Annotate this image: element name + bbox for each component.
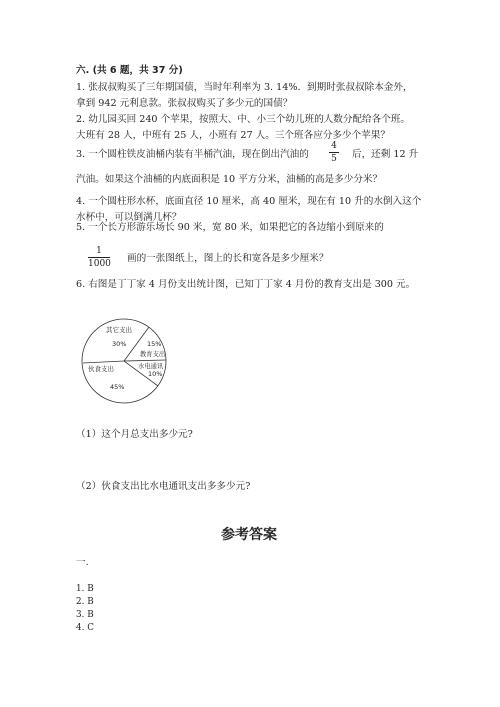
- answer-item: 2. B: [76, 597, 94, 607]
- question-5-fraction: [88, 246, 110, 269]
- sub-question-1: （1）这个月总支出多少元?: [76, 429, 193, 440]
- section-heading: 六. (共 6 题，共 37 分): [76, 65, 183, 76]
- question-1-line-1: 1. 张叔叔购买了三年期国债，当时年利率为 3. 14%．到期时张叔叔除本金外，: [76, 82, 413, 93]
- slice-value-education: 15%: [147, 340, 162, 348]
- question-3-line-1b: 后，还剩 12 升: [352, 149, 419, 160]
- slice-value-other: 30%: [112, 340, 127, 348]
- slice-value-food: 45%: [110, 383, 125, 391]
- answer-item: 1. B: [76, 584, 94, 594]
- expense-pie-chart: [76, 309, 186, 409]
- slice-label-food: 伙食支出: [88, 365, 114, 373]
- question-3-fraction: [329, 141, 339, 164]
- slice-label-other: 其它支出: [106, 326, 132, 334]
- question-3-line-2: 汽油。如果这个油桶的内底面积是 10 平方分米，油桶的高是多少分米？: [76, 174, 383, 185]
- question-5-line-1: 5. 一个长方形游乐场长 90 米，宽 80 米，如果把它的各边缩小到原来的: [76, 222, 384, 233]
- slice-value-utilities: 10%: [148, 370, 163, 378]
- question-5-line-2: 画的一张图纸上，图上的长和宽各是多少厘米？: [127, 253, 329, 264]
- fraction-bar: [88, 257, 110, 258]
- sub-question-2: （2）伙食支出比水电通讯支出多多少元?: [76, 481, 251, 492]
- question-3-line-1a: 3. 一个圆柱铁皮油桶内装有半桶汽油，现在倒出汽油的: [76, 149, 309, 160]
- answer-part: 一.: [76, 557, 89, 568]
- fraction-numerator: 4: [331, 141, 337, 151]
- fraction-bar: [329, 152, 339, 153]
- question-2-line-2: 大班有 28 人，中班有 25 人，小班有 27 人。三个班各应分多少个苹果？: [76, 130, 390, 141]
- answer-title: 参考答案: [221, 527, 277, 543]
- slice-label-utilities: 水电通讯: [138, 363, 164, 370]
- question-6-line-1: 6. 右图是丁丁家 4 月份支出统计图，已知丁丁家 4 月份的教育支出是 300 元。: [76, 279, 416, 290]
- slice-label-education: 教育支出: [140, 351, 166, 358]
- question-4-line-2: 水杯中，可以倒满几杯？: [76, 212, 182, 223]
- question-1-line-2: 拿到 942 元利息款。张叔叔购买了多少元的国债？: [76, 98, 293, 109]
- question-4-line-1: 4. 一个圆柱形水杯，底面直径 10 厘米，高 40 厘米，现在有 10 升的水倒入这个: [76, 196, 422, 207]
- answer-item: 4. C: [76, 623, 94, 633]
- question-2-line-1: 2. 幼儿园买回 240 个苹果，按照大、中、小三个幼儿班的人数分配给各个班。: [76, 114, 411, 125]
- answer-item: 3. B: [76, 610, 94, 620]
- fraction-denominator: 5: [331, 154, 337, 164]
- fraction-denominator: 1000: [88, 259, 111, 269]
- fraction-numerator: 1: [96, 246, 102, 256]
